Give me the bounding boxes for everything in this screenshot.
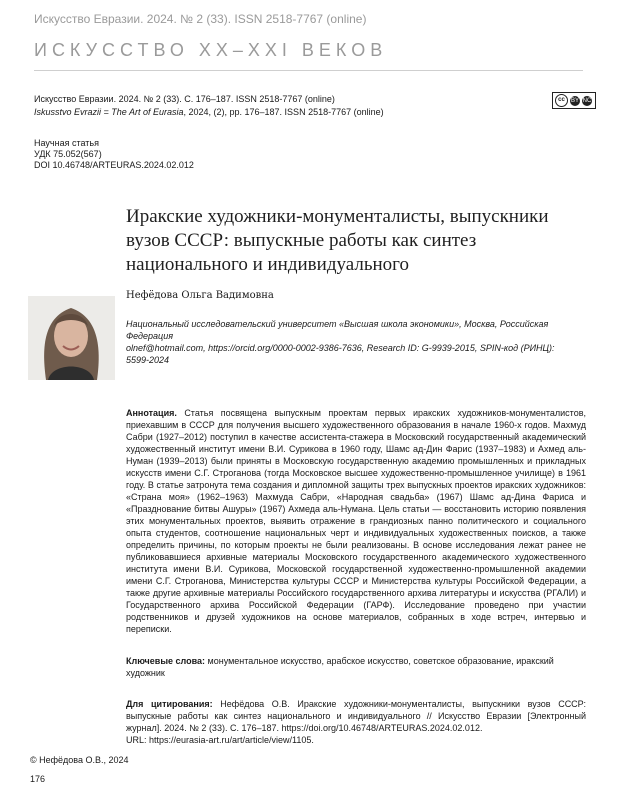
citation-en-details: , 2024, (2), pp. 176–187. ISSN 2518-7767 (online) — [183, 107, 384, 117]
article-url[interactable]: URL: https://eurasia-art.ru/art/article/view/1105. — [126, 735, 314, 745]
author-portrait-icon — [28, 296, 115, 380]
affiliation-institution: Национальный исследовательский университет «Высшая школа экономики», Москва, Российская Федерация — [126, 319, 549, 341]
abstract — [126, 407, 586, 635]
article-title: Иракские художники-монументалисты, выпускники вузов СССР: выпускные работы как синтез национального и индивидуального — [126, 206, 549, 275]
abstract-label: Аннотация. — [126, 408, 177, 418]
nc-icon: NC — [582, 97, 592, 104]
by-icon: BY — [570, 97, 579, 104]
citation-ru: Искусство Евразии. 2024. № 2 (33). С. 176–187. ISSN 2518-7767 (online) — [34, 94, 335, 104]
author-name: Нефёдова Ольга Вадимовна — [126, 290, 274, 301]
doi: DOI 10.46748/ARTEURAS.2024.02.012 — [34, 160, 194, 170]
affiliation-contacts: olnef@hotmail.com, https://orcid.org/0000-0002-9386-7636, Research ID: G-9939-2015, SPIN-код (РИНЦ): 5599-2024 — [126, 343, 555, 365]
cc-logo-icon: cc — [555, 94, 568, 107]
running-header: Искусство Евразии. 2024. № 2 (33). ISSN 2518-7767 (online) — [34, 12, 367, 26]
cc-by-nc-icon — [552, 92, 596, 109]
citation-en-journal: Iskusstvo Evrazii = The Art of Eurasia — [34, 107, 184, 117]
keywords — [126, 655, 586, 679]
how-to-cite-text: Нефёдова О.В. Иракские художники-монументалисты, выпускники вузов СССР: выпускные работы как синтез национального и индивидуального // Искусство Евразии [Электронный журнал]. 2024. № 2 (33). С. 176–187. https://doi.org/10.46748/ARTEURAS.2024.02.012. — [126, 699, 586, 733]
author-affiliation — [126, 318, 576, 366]
article-type: Научная статья — [34, 138, 99, 148]
abstract-text: Статья посвящена выпускным проектам первых иракских художников-монументалистов, приехавшим в СССР для получения высшего художественного образования в начале 1960-х годов. Махмуд Сабри (1927–2012) поступил в качестве ассистента-стажера в Московский государственный академический художественный институт имени В.И. Сурикова в 1960 году, Шамс ад-Дин Фарис (1937–1983) и Ахмед аль-Нуман (1939–2013) были приняты в Московскую государственную академию промышленных и прикладных искусств имени С.Г. Строганова (тогда Московское высшее художественно-промышленное училище) в 1961 году. В статье затронута тема создания и дипломной защиты трех выпускных проектов иракских художников: «Страна моя» (1962–1963) Махмуда Сабри, «Народная свадьба» (1967) Шамс ад-Дина Фариса и «Празднование битвы Ашуры» (1967) Ахмеда аль-Нумана. Цель статьи — восстановить историю появления этих монументальных проектов, выявить отражение в грандиозных панно политического и социального опыта студентов, соотношение национальных черт и индивидуальных художественных поисков, а также определить причины, по которым проекты не были реализованы. В основе исследования лежат ранее не публиковавшиеся архивные материалы Московского государственного академического художественного института имени В.И. Сурикова, Московской государственной художественно-промышленной академии имени С.Г. Строганова, Министерства культуры СССР и Министерства культуры Российской Федерации, а также другие архивные материалы Российского государственного архива литературы и искусства (РГАЛИ) и Государственного архива Российской Федерации (ГАРФ). Исследование проведено при участии родственников и друзей художников на основе материалов, собранных в ходе встреч, интервью и переписки. — [126, 408, 586, 634]
article-meta — [34, 138, 194, 171]
keywords-label: Ключевые слова: — [126, 656, 206, 666]
udk-code: УДК 75.052(567) — [34, 149, 102, 159]
how-to-cite — [126, 698, 586, 746]
page-number: 176 — [30, 774, 46, 784]
author-photo — [28, 296, 115, 380]
copyright: © Нефёдова О.В., 2024 — [30, 755, 129, 765]
section-title: ИСКУССТВО XX–XXI ВЕКОВ — [34, 40, 388, 60]
citation-en — [34, 107, 384, 117]
keywords-text: монументальное искусство, арабское искусство, советское образование, иракский художник — [126, 656, 554, 678]
how-to-cite-label: Для цитирования: — [126, 699, 213, 709]
header-divider — [34, 70, 583, 71]
